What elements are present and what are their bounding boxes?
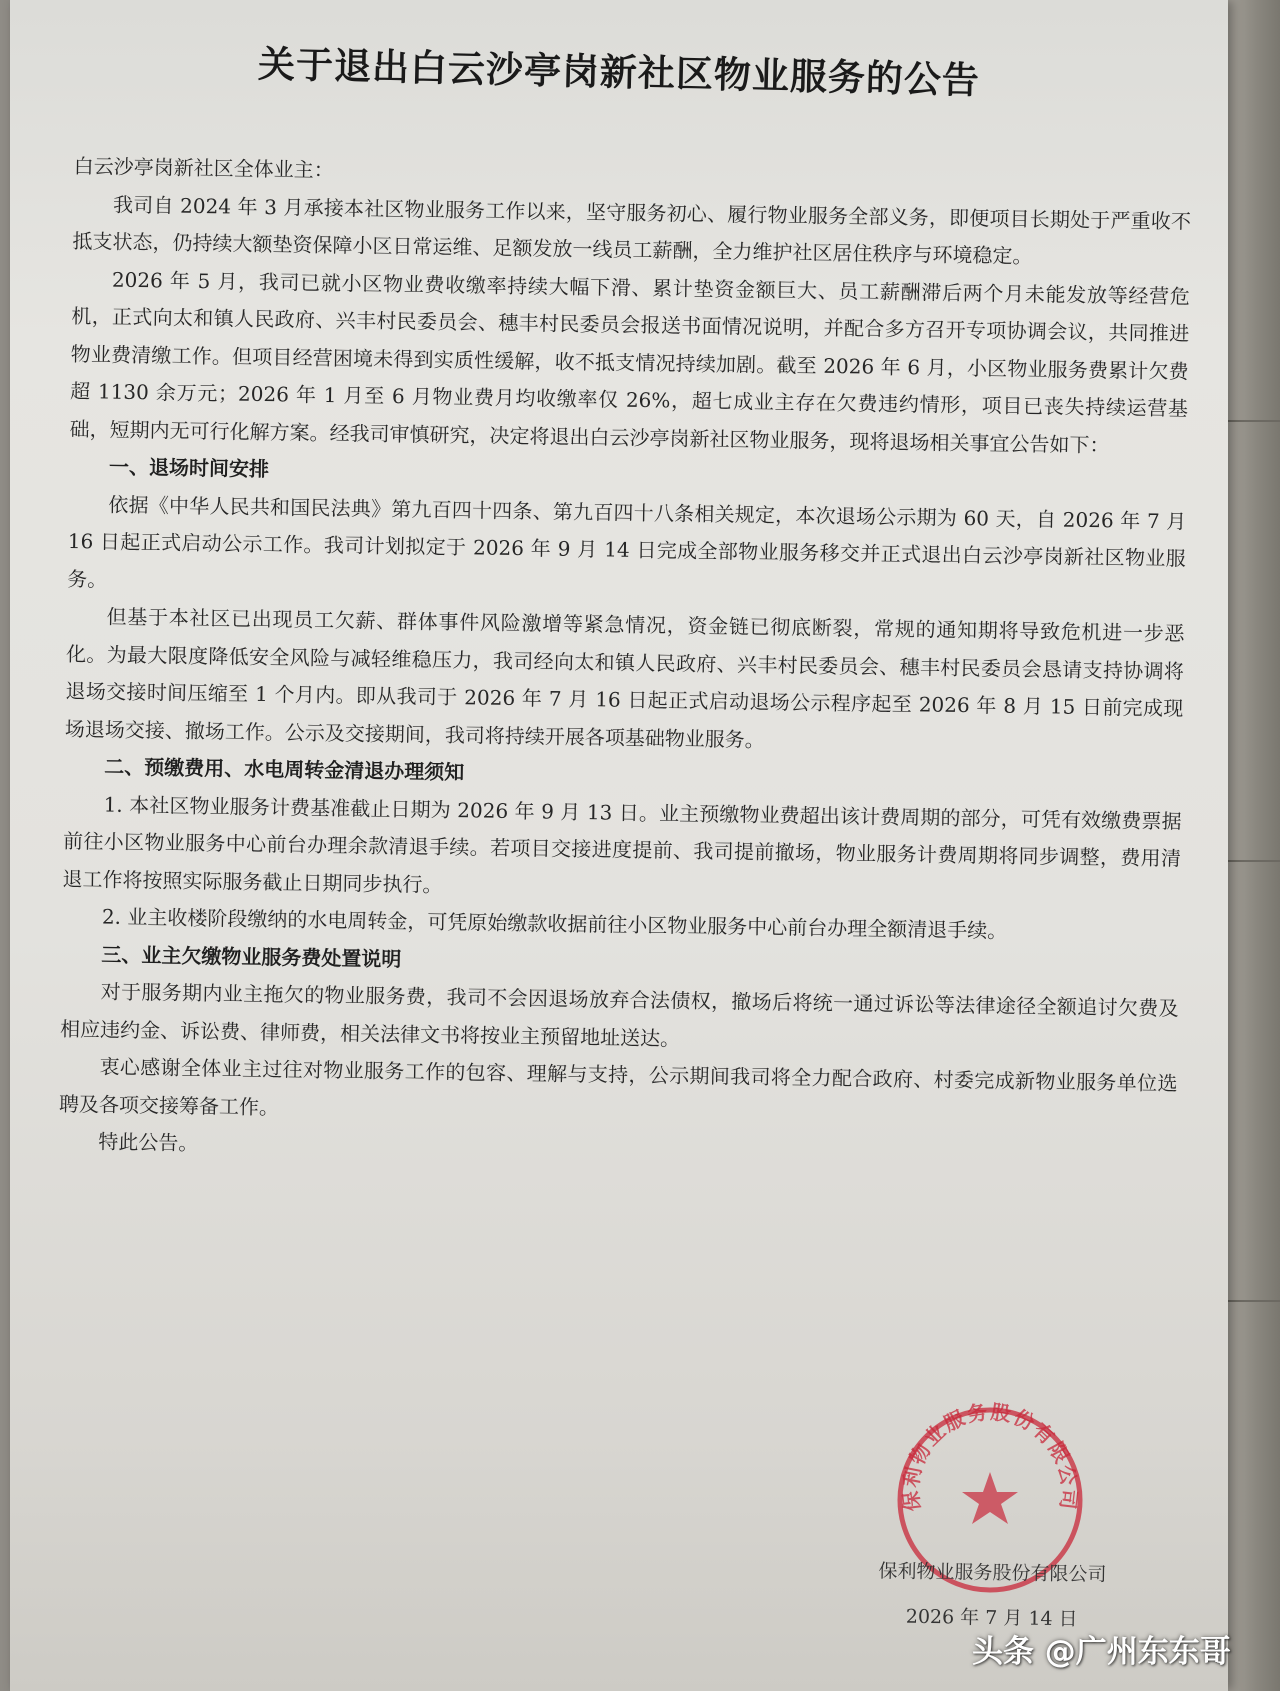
tile-seam — [1222, 1300, 1280, 1302]
issue-date: 2026 年 7 月 14 日 — [905, 1605, 1078, 1631]
section-paragraph: 依据《中华人民共和国民法典》第九百四十四条、第九百四十八条相关规定，本次退场公示期为 60 天，自 2026 年 7 月 16 日起正式启动公示工作。我司计划拟定于 2026 年 9 月 14 日完成全部物业服务移交并正式退出白云沙亭岗新社区物业服务。 — [67, 492, 1187, 592]
section-paragraph: 对于服务期内业主拖欠的物业服务费，我司不会因退场放弃合法债权，撤场后将统一通过诉讼等法律途径全额追讨欠费及相应违约金、诉讼费、律师费，相关法律文书将按业主预留地址送达。 — [59, 979, 1179, 1051]
section-heading-exit-schedule: 一、退场时间安排 — [108, 454, 270, 482]
refund-item: 2. 业主收楼阶段缴纳的水电周转金，可凭原始缴款收据前往小区物业服务中心前台办理全额清退手续。 — [101, 904, 1008, 943]
tile-seam — [1222, 860, 1280, 862]
wall-tiles — [1222, 0, 1280, 1691]
notice-title: 关于退出白云沙亭岗新社区物业服务的公告 — [257, 42, 981, 103]
refund-item: 1. 本社区物业服务计费基准截止日期为 2026 年 9 月 13 日。业主预缴物业费超出该计费周期的部分，可凭有效缴费票据前往小区物业服务中心前台办理余款清退手续。若项目交接进度提前、我司提前撤场，物业服务计费周期将同步调整，费用清退工作将按照实际服务截止日期同步执行。 — [62, 792, 1182, 897]
salutation: 白云沙亭岗新社区全体业主： — [73, 153, 334, 183]
section-heading-refunds: 二、预缴费用、水电周转金清退办理须知 — [104, 754, 465, 785]
notice-body — [58, 148, 1192, 1178]
tile-seam — [1222, 420, 1280, 422]
seal-text: 保利物业服务股份有限公司 — [898, 1400, 1082, 1513]
issuing-company: 保利物业服务股份有限公司 — [878, 1560, 1107, 1586]
section-paragraph: 衷心感谢全体业主过往对物业服务工作的包容、理解与支持，公示期间我司将全力配合政府、村委完成新物业服务单位选聘及各项交接筹备工作。 — [58, 1054, 1178, 1119]
source-watermark: 头条 @广州东东哥 — [972, 1634, 1231, 1670]
closing-line: 特此公告。 — [98, 1129, 199, 1156]
section-heading-arrears: 三、业主欠缴物业服务费处置说明 — [101, 942, 402, 971]
intro-paragraph: 我司自 2024 年 3 月承接本社区物业服务工作以来，坚守服务初心、履行物业服务全部义务，即便项目长期处于严重收不抵支状态，仍持续大额垫资保障小区日常运维、足额发放一线员工薪酬，全力维护社区居住秩序与环境稳定。 — [72, 192, 1192, 269]
intro-paragraph: 2026 年 5 月，我司已就小区物业费收缴率持续大幅下滑、累计垫资金额巨大、员工薪酬滞后两个月未能发放等经营危机，正式向太和镇人民政府、兴丰村民委员会、穗丰村民委员会报送书面情况说明，并配合多方召开专项协调会议，共同推进物业费清缴工作。但项目经营困境未得到实质性缓解，收不抵支情况持续加剧。截至 2026 年 6 月，小区物业服务费累计欠费超 1130 余万元；2026 年 1 月至 6 月物业费月均收缴率仅 26%，超七成业主存在欠费违约情形，项目已丧失持续运营基础，短期内无可行化解方案。经我司审慎研究，决定将退出白云沙亭岗新社区物业服务，现将退场相关事宜公告如下： — [69, 267, 1191, 457]
section-paragraph: 但基于本社区已出现员工欠薪、群体事件风险激增等紧急情况，资金链已彻底断裂，常规的通知期将导致危机进一步恶化。为最大限度降低安全风险与减轻维稳压力，我司经向太和镇人民政府、兴丰村民委员会、穗丰村民委员会恳请支持协调将退场交接时间压缩至 1 个月内。即从我司于 2026 年 7 月 16 日起正式启动退场公示程序起至 2026 年 8 月 15 日前完成现场退场交接、撤场工作。公示及交接期间，我司将持续开展各项基础物业服务。 — [64, 604, 1185, 752]
notice-paper — [10, 0, 1228, 1691]
